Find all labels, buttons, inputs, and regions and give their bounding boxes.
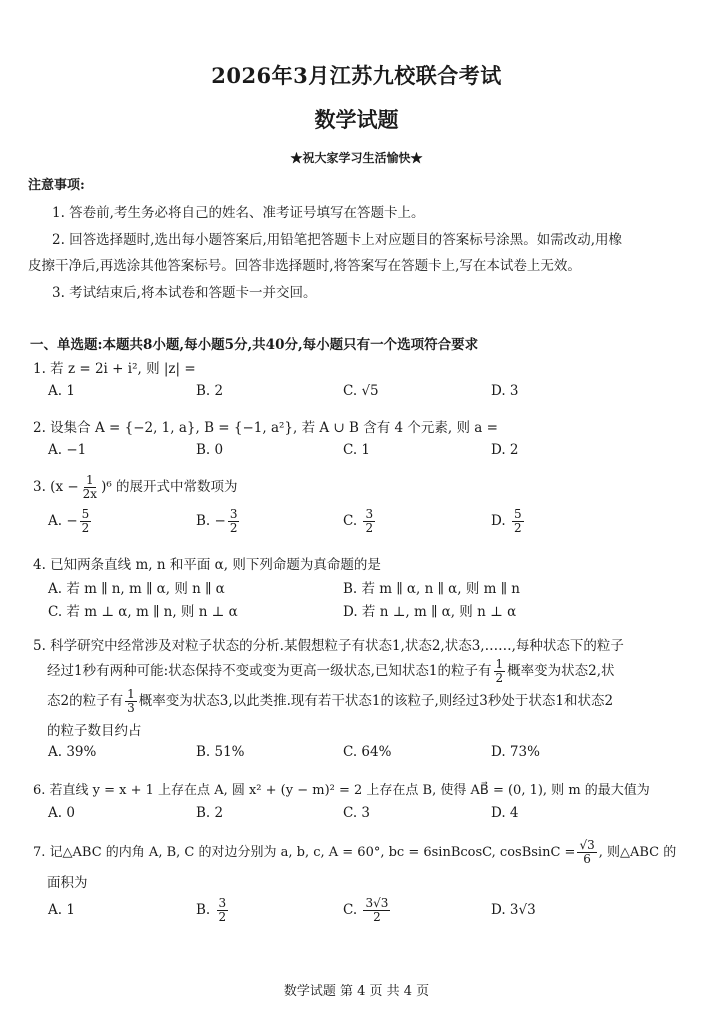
q3-stem: 3. (x − $\frac{1}{2x}$ )⁶ 的展开式中常数项为 bbox=[33, 473, 238, 501]
q7-option-b: B. $\frac{3}{2}$ bbox=[196, 896, 227, 924]
note-item-3: 3. 考试结束后,将本试卷和答题卡一并交回。 bbox=[52, 285, 317, 301]
q2-option-c: C. 1 bbox=[343, 442, 371, 458]
q2-option-b: B. 0 bbox=[196, 442, 224, 458]
q3-option-d: D. $\frac{5}{2}$ bbox=[491, 507, 522, 535]
q1-option-d: D. 3 bbox=[491, 383, 519, 399]
q7-line-2: 面积为 bbox=[47, 875, 88, 891]
q7-option-a: A. 1 bbox=[48, 902, 75, 918]
q1-stem: 1. 若 z = 2i + i², 则 |z| = bbox=[33, 361, 196, 377]
q6-stem: 6. 若直线 y = x + 1 上存在点 A, 圆 x² + (y − m)² = 2 上存在点 B, 使得 AB⃗ = (0, 1), 则 m 的最大值为 bbox=[33, 783, 650, 798]
q1-option-b: B. 2 bbox=[196, 383, 224, 399]
q3-stem-fraction: $\frac{1}{2x}$ bbox=[82, 473, 98, 501]
q4-option-b: B. 若 m ∥ α, n ∥ α, 则 m ∥ n bbox=[343, 581, 520, 597]
q7-line-1: 7. 记△ABC 的内角 A, B, C 的对边分别为 a, b, c, A = 60°, bc = 6sinBcosC, cosBsinC = $\frac{√3}{6}$ , 则△ABC 的 bbox=[33, 838, 677, 866]
q2-stem: 2. 设集合 A = {−2, 1, a}, B = {−1, a²}, 若 A ∪ B 含有 4 个元素, 则 a = bbox=[33, 420, 498, 436]
q5-option-c: C. 64% bbox=[343, 744, 392, 760]
q4-option-a: A. 若 m ∥ n, m ∥ α, 则 n ∥ α bbox=[48, 581, 225, 597]
q5-line-3: 态2的粒子有 $\frac{1}{3}$ 概率变为状态3,以此类推.现有若干状态1的该粒子,则经过3秒处于状态1和状态2 bbox=[47, 687, 614, 715]
q1-option-a: A. 1 bbox=[48, 383, 75, 399]
q2-option-a: A. −1 bbox=[48, 442, 87, 458]
q4-option-c: C. 若 m ⊥ α, m ∥ n, 则 n ⊥ α bbox=[48, 604, 238, 620]
q5-option-b: B. 51% bbox=[196, 744, 245, 760]
note-item-2a: 2. 回答选择题时,选出每小题答案后,用铅笔把答题卡上对应题目的答案标号涂黑。如需改动,用橡 bbox=[52, 232, 623, 248]
note-item-1: 1. 答卷前,考生务必将自己的姓名、准考证号填写在答题卡上。 bbox=[52, 205, 425, 221]
q6-option-a: A. 0 bbox=[48, 805, 75, 821]
q6-option-c: C. 3 bbox=[343, 805, 371, 821]
q6-option-d: D. 4 bbox=[491, 805, 519, 821]
q5-option-d: D. 73% bbox=[491, 744, 540, 760]
q5-line-2: 经过1秒有两种可能:状态保持不变或变为更高一级状态,已知状态1的粒子有 $\frac{1}{2}$ 概率变为状态2,状 bbox=[47, 657, 615, 685]
q2-option-d: D. 2 bbox=[491, 442, 519, 458]
q7-option-d: D. 3√3 bbox=[491, 902, 536, 918]
section-heading: 一、单选题:本题共8小题,每小题5分,共40分,每小题只有一个选项符合要求 bbox=[30, 337, 479, 353]
q3-option-a: A. − $\frac{5}{2}$ bbox=[48, 507, 90, 535]
exam-title: 2026年3月江苏九校联合考试 bbox=[211, 63, 502, 88]
note-item-2b: 皮擦干净后,再选涂其他答案标号。回答非选择题时,将答案写在答题卡上,写在本试卷上无效。 bbox=[28, 258, 581, 274]
q1-option-c: C. √5 bbox=[343, 383, 379, 399]
q5-option-a: A. 39% bbox=[48, 744, 97, 760]
q7-option-c: C. $\frac{3√3}{2}$ bbox=[343, 896, 389, 924]
q6-option-b: B. 2 bbox=[196, 805, 224, 821]
q3-option-b: B. − $\frac{3}{2}$ bbox=[196, 507, 238, 535]
q5-line-4: 的粒子数目约占 bbox=[47, 723, 142, 739]
q3-option-c: C. $\frac{3}{2}$ bbox=[343, 507, 374, 535]
motto: ★祝大家学习生活愉快★ bbox=[290, 151, 423, 165]
exam-subtitle: 数学试题 bbox=[314, 107, 399, 132]
q4-stem: 4. 已知两条直线 m, n 和平面 α, 则下列命题为真命题的是 bbox=[33, 557, 381, 573]
page-footer: 数学试题 第 4 页 共 4 页 bbox=[283, 984, 430, 999]
notes-heading: 注意事项: bbox=[28, 178, 85, 193]
q4-option-d: D. 若 n ⊥, m ∥ α, 则 n ⊥ α bbox=[343, 604, 517, 620]
q5-line-1: 5. 科学研究中经常涉及对粒子状态的分析.某假想粒子有状态1,状态2,状态3,……,每种状态下的粒子 bbox=[33, 638, 624, 654]
